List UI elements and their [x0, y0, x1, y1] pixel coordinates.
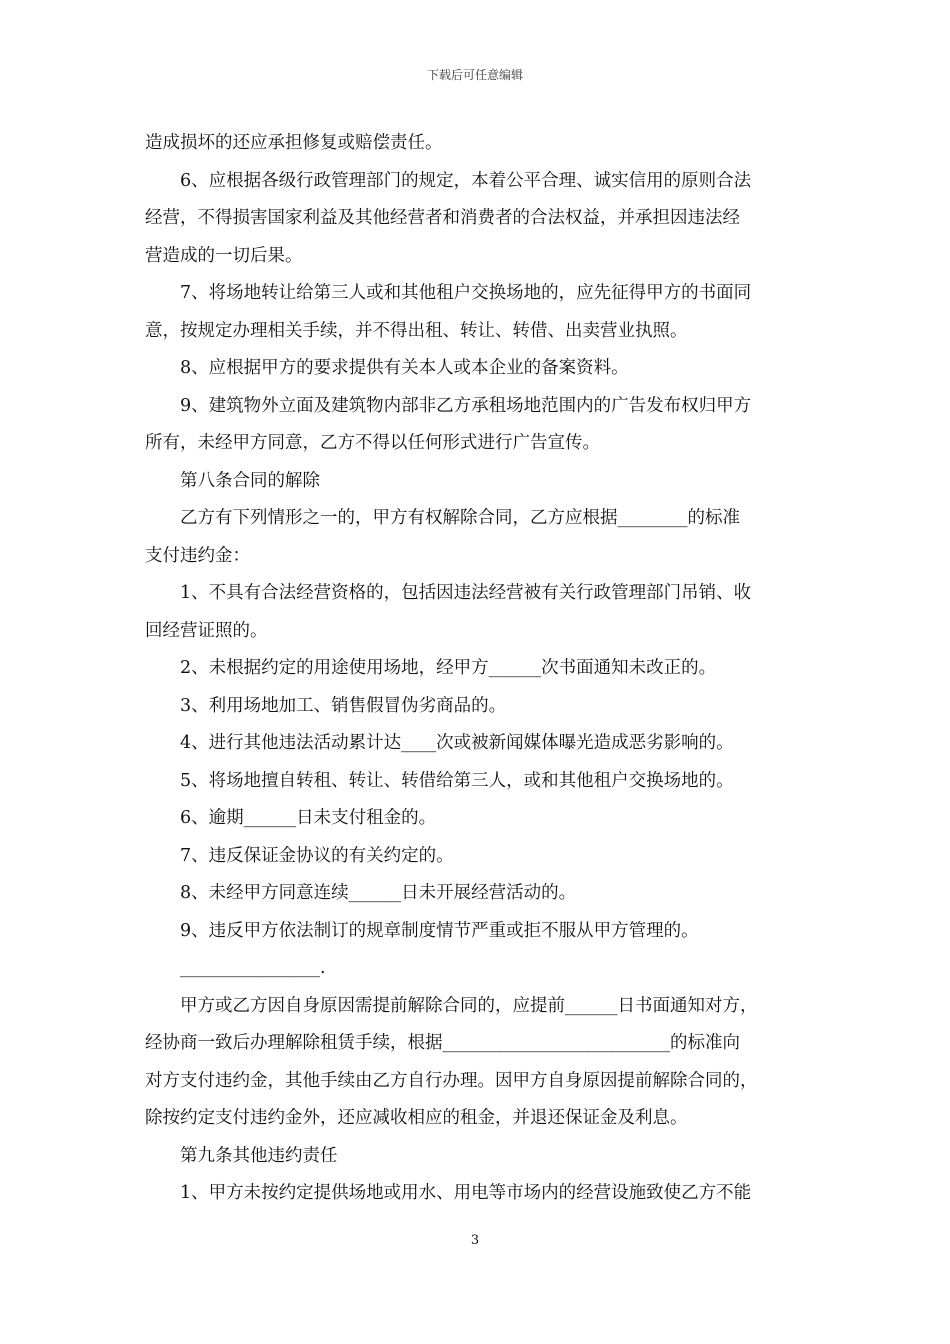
- text-line: 经营，不得损害国家利益及其他经营者和消费者的合法权益，并承担因违法经: [145, 208, 740, 228]
- text-line: 营造成的一切后果。: [145, 245, 303, 266]
- text-line: 8、应根据甲方的要求提供有关本人或本企业的备案资料。: [180, 358, 629, 378]
- text-line: 支付违约金：: [145, 545, 250, 566]
- text-line: 第八条合同的解除: [180, 470, 320, 491]
- text-line: 3、利用场地加工、销售假冒伪劣商品的。: [180, 695, 507, 716]
- page-header: 下载后可任意编辑: [426, 68, 523, 82]
- text-line: 9、违反甲方依法制订的规章制度情节严重或拒不服从甲方管理的。: [180, 920, 699, 941]
- text-line: 5、将场地擅自转租、转让、转借给第三人，或和其他租户交换场地的。: [180, 770, 734, 791]
- text-line: 除按约定支付违约金外，还应减收相应的租金，并退还保证金及利息。: [145, 1108, 688, 1128]
- text-line: 甲方或乙方因自身原因需提前解除合同的，应提前______日书面通知对方，: [180, 995, 758, 1016]
- text-line: 造成损坏的还应承担修复或赔偿责任。: [145, 133, 443, 153]
- text-line: 2、未根据约定的用途使用场地，经甲方______次书面通知未改正的。: [180, 658, 717, 678]
- text-line: 对方支付违约金，其他手续由乙方自行办理。因甲方自身原因提前解除合同的，: [145, 1070, 758, 1091]
- text-line: 4、进行其他违法活动累计达____次或被新闻媒体曝光造成恶劣影响的。: [180, 733, 734, 753]
- text-line: 经协商一致后办理解除租赁手续，根据__________________________的标准向: [145, 1033, 740, 1053]
- text-line: 意，按规定办理相关手续，并不得出租、转让、转借、出卖营业执照。: [145, 320, 688, 341]
- text-line: 回经营证照的。: [145, 620, 268, 641]
- text-line: ________________.: [180, 958, 326, 978]
- page-number: 3: [470, 1233, 480, 1248]
- text-line: 9、建筑物外立面及建筑物内部非乙方承租场地范围内的广告发布权归甲方: [180, 395, 752, 416]
- text-line: 1、不具有合法经营资格的，包括因违法经营被有关行政管理部门吊销、收: [180, 583, 752, 603]
- text-line: 所有，未经甲方同意，乙方不得以任何形式进行广告宣传。: [145, 433, 600, 453]
- document-body: [145, 125, 817, 1213]
- text-line: 1、甲方未按约定提供场地或用水、用电等市场内的经营设施致使乙方不能: [180, 1183, 752, 1203]
- text-line: 6、逾期______日未支付租金的。: [180, 808, 437, 828]
- text-line: 6、应根据各级行政管理部门的规定，本着公平合理、诚实信用的原则合法: [180, 170, 752, 191]
- text-line: 第九条其他违约责任: [180, 1145, 338, 1166]
- text-line: 7、将场地转让给第三人或和其他租户交换场地的，应先征得甲方的书面同: [180, 283, 752, 303]
- text-line: 8、未经甲方同意连续______日未开展经营活动的。: [180, 883, 577, 903]
- text-line: 乙方有下列情形之一的，甲方有权解除合同，乙方应根据________的标准: [180, 508, 740, 528]
- text-line: 7、违反保证金协议的有关约定的。: [180, 845, 454, 866]
